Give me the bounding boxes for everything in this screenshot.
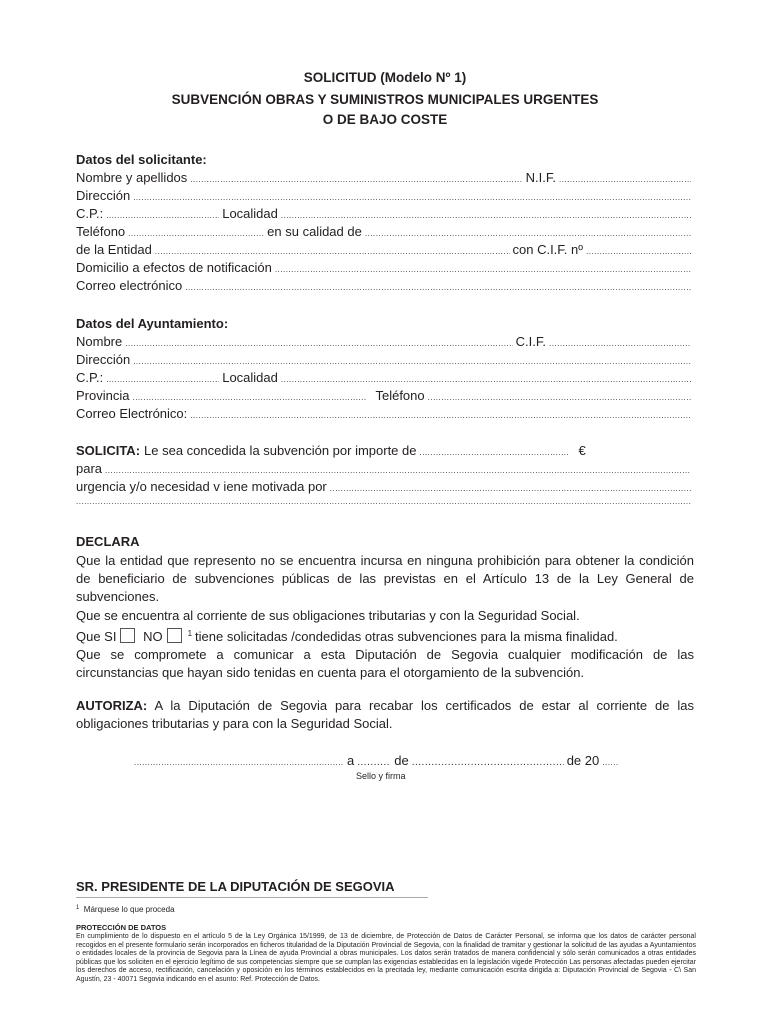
importe-field[interactable] (420, 448, 570, 457)
correo-field[interactable] (185, 283, 691, 292)
ayto-localidad-label: Localidad (222, 370, 278, 385)
declara-body (76, 552, 694, 682)
urgencia-field[interactable] (330, 484, 691, 493)
solicitante-domicilio-row (76, 260, 694, 277)
cif-label: con C.I.F. nº (512, 242, 583, 257)
form-subtitle-2: O DE BAJO COSTE (322, 112, 448, 127)
urgencia-continuation-row (76, 497, 694, 514)
urgencia-field-2[interactable] (76, 497, 691, 506)
ayuntamiento-heading: Datos del Ayuntamiento: (76, 316, 229, 331)
telefono-field[interactable] (128, 229, 264, 238)
footnote-divider (76, 897, 428, 898)
firma-a: a (347, 753, 355, 768)
firma-de20: de 20 (566, 753, 600, 768)
autoriza-label: AUTORIZA: (76, 698, 148, 713)
domicilio-field[interactable] (275, 265, 691, 274)
ayto-provincia-label: Provincia (76, 388, 130, 403)
no-checkbox[interactable] (167, 628, 182, 643)
ayto-direccion-row (76, 352, 694, 369)
ayto-nombre-label: Nombre (76, 334, 123, 349)
cp-label: C.P.: (76, 206, 104, 221)
ayto-cp-label: C.P.: (76, 370, 104, 385)
calidad-field[interactable] (365, 229, 691, 238)
para-label: para (76, 461, 103, 476)
nif-field[interactable] (559, 175, 691, 184)
ayto-provincia-field[interactable] (132, 393, 366, 402)
cif-field[interactable] (586, 247, 691, 256)
no-label: NO (143, 628, 163, 644)
footnote (76, 905, 175, 914)
entidad-label: de la Entidad (76, 242, 152, 257)
ayto-nombre-field[interactable] (125, 339, 512, 348)
entidad-field[interactable] (155, 247, 510, 256)
proteccion-heading: PROTECCIÓN DE DATOS (76, 923, 167, 932)
localidad-label: Localidad (222, 206, 278, 221)
solicita-label: SOLICITA: (76, 443, 141, 458)
declara-compromiso: Que se compromete a comunicar a esta Diputación de Segovia cualquier modificación de las circunstancias que hayan sido tenidas en cuenta para el otorgamiento de la subvención. (76, 647, 694, 681)
footnote-ref: 1 (187, 628, 193, 638)
ayto-provincia-row (76, 388, 694, 405)
dia-field[interactable] (357, 757, 391, 768)
nif-label: N.I.F. (525, 170, 556, 185)
calidad-label: en su calidad de (267, 224, 362, 239)
sello-firma-label: Sello y firma (356, 771, 406, 781)
euro-symbol: € (578, 443, 586, 458)
urgencia-label: urgencia y/o necesidad v iene motivada por (76, 479, 327, 494)
para-row (76, 461, 694, 478)
form-title: SOLICITUD (Modelo Nº 1) (303, 70, 467, 85)
solicitante-heading: Datos del solicitante: (76, 152, 207, 167)
declara-heading: DECLARA (76, 534, 140, 549)
autoriza-text: A la Diputación de Segovia para recabar los certificados de estar al corriente de las obligaciones tributarias y para con la Seguridad Social. (76, 698, 694, 732)
solicitante-cp-row (76, 206, 694, 223)
subvenciones-text: tiene solicitadas /condedidas otras subvenciones para la misma finalidad. (195, 628, 618, 644)
ayto-correo-label: Correo Electrónico: (76, 406, 188, 421)
solicitante-direccion-row (76, 188, 694, 205)
solicitante-correo-row (76, 278, 694, 295)
footnote-text: Márquese lo que proceda (83, 905, 175, 914)
mes-field[interactable] (412, 757, 564, 768)
ayto-cif-label: C.I.F. (515, 334, 546, 349)
solicita-row (76, 443, 694, 460)
direccion-label: Dirección (76, 188, 131, 203)
si-checkbox[interactable] (120, 628, 135, 643)
correo-label: Correo electrónico (76, 278, 183, 293)
declara-subvenciones (76, 625, 694, 646)
ayto-correo-field[interactable] (190, 411, 691, 420)
urgencia-row (76, 479, 694, 496)
ayto-direccion-field[interactable] (133, 357, 691, 366)
firma-de: de (394, 753, 409, 768)
declara-prohibicion: Que la entidad que represento no se encuentra incursa en ninguna prohibición para obtener la condición de beneficiario de subvenciones públicas de las previstas en el Artículo 13 de la Ley General de subvenciones. (76, 553, 694, 605)
direccion-field[interactable] (133, 193, 691, 202)
para-field[interactable] (105, 466, 691, 475)
ayto-telefono-field[interactable] (428, 393, 691, 402)
anio-field[interactable] (602, 758, 618, 767)
lugar-field[interactable] (134, 758, 344, 767)
ayto-telefono-label: Teléfono (375, 388, 425, 403)
ayto-cif-field[interactable] (549, 339, 691, 348)
que-si-label: Que SI (76, 628, 117, 644)
ayto-correo-row (76, 406, 694, 423)
telefono-label: Teléfono (76, 224, 126, 239)
solicitante-nombre-row (76, 170, 694, 187)
form-subtitle: SUBVENCIÓN OBRAS Y SUMINISTROS MUNICIPALES URGENTES (171, 92, 599, 107)
ayto-cp-row (76, 370, 694, 387)
ayto-direccion-label: Dirección (76, 352, 131, 367)
ayto-nombre-row (76, 334, 694, 351)
nombre-label: Nombre y apellidos (76, 170, 188, 185)
destinatario: SR. PRESIDENTE DE LA DIPUTACIÓN DE SEGOVIA (76, 879, 395, 894)
solicita-text: Le sea concedida la subvención por importe de (144, 443, 417, 458)
firma-row (134, 753, 634, 770)
declara-corriente: Que se encuentra al corriente de sus obligaciones tributarias y con la Seguridad Social. (76, 607, 580, 623)
localidad-field[interactable] (281, 211, 691, 220)
ayto-cp-field[interactable] (106, 375, 219, 384)
footnote-mark: 1 (76, 905, 80, 911)
ayto-localidad-field[interactable] (281, 375, 691, 384)
proteccion-text: En cumplimiento de lo dispuesto en el artículo 5 de la Ley Orgánica 15/1999, de 13 de diciembre, de Protección de Datos de Carácter Personal, se informa que los datos de carácter personal recogidos en el presente formulario serán incorporados en ficheros titularidad de la Diputación Provincial de Segovia, con la finalidad de tramitar y gestionar la solicitud de las ayudas a Ayuntamientos o entidades locales de la provincia de Segovia para la Línea de ayuda Provincial a obras municipales. Los datos serán tratados de manera confidencial y sólo serán comunicados a otras entidades públicas que los soliciten en el ejercicio legítimo de sus competencias siempre que se cumplan las exigencias establecidas en la legislación vigede Protección Las personas afectadas pueden ejercitar los derechos de acceso, rectificación, cancelación y oposición en los términos establecidos en la precitada ley, mediante comunicación escrita dirigida a: Diputación Provincial de Segovia - C\ San Agustín, 23 - 40071 Segovia indicando en el asunto: Ref. Protección de Datos. (76, 933, 696, 983)
solicitante-telefono-row (76, 224, 694, 241)
autoriza-block (76, 697, 694, 733)
cp-field[interactable] (106, 211, 219, 220)
solicitante-entidad-row (76, 242, 694, 259)
domicilio-label: Domicilio a efectos de notificación (76, 260, 272, 275)
nombre-field[interactable] (190, 175, 522, 184)
